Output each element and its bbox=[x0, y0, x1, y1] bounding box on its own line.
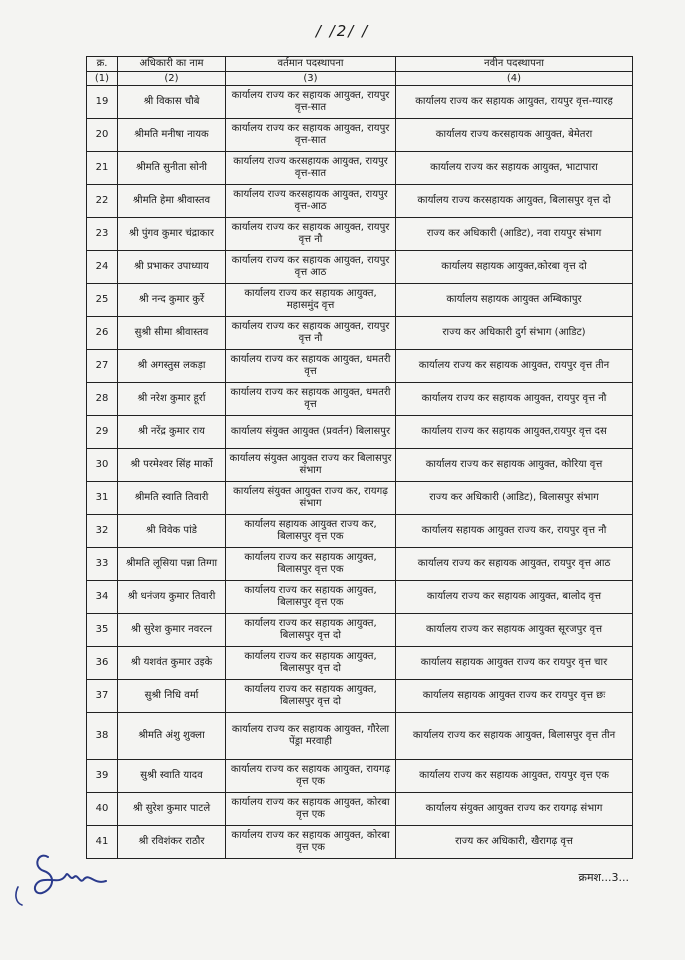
new-posting-cell: कार्यालय राज्य कर सहायक आयुक्त, बालोद वृत्त bbox=[396, 581, 633, 614]
column-number-row bbox=[87, 72, 633, 86]
column-number: (1) bbox=[87, 72, 118, 86]
serial-cell: 29 bbox=[87, 416, 118, 449]
table-row bbox=[87, 383, 633, 416]
table-row bbox=[87, 449, 633, 482]
new-posting-cell: कार्यालय राज्य कर सहायक आयुक्त, कोरिया वृत्त bbox=[396, 449, 633, 482]
current-posting-cell: कार्यालय संयुक्त आयुक्त राज्य कर बिलासपुर संभाग bbox=[226, 449, 396, 482]
current-posting-cell: कार्यालय राज्य कर सहायक आयुक्त, धमतरी वृत्त bbox=[226, 383, 396, 416]
officer-name-cell: श्रीमति अंशु शुक्ला bbox=[118, 713, 226, 760]
serial-cell: 21 bbox=[87, 152, 118, 185]
new-posting-cell: कार्यालय राज्य कर सहायक आयुक्त, भाटापारा bbox=[396, 152, 633, 185]
serial-cell: 25 bbox=[87, 284, 118, 317]
current-posting-cell: कार्यालय राज्य कर सहायक आयुक्त, रायपुर वृत्त नौ bbox=[226, 218, 396, 251]
table-row bbox=[87, 548, 633, 581]
serial-cell: 39 bbox=[87, 760, 118, 793]
officer-name-cell: श्री रविशंकर राठौर bbox=[118, 826, 226, 859]
serial-cell: 38 bbox=[87, 713, 118, 760]
table-row bbox=[87, 515, 633, 548]
current-posting-cell: कार्यालय राज्य कर सहायक आयुक्त, रायगढ़ वृत्त एक bbox=[226, 760, 396, 793]
new-posting-cell: कार्यालय राज्य कर सहायक आयुक्त, रायपुर वृत्त एक bbox=[396, 760, 633, 793]
page-number: / /2/ / bbox=[315, 22, 370, 40]
table-row bbox=[87, 760, 633, 793]
officer-name-cell: श्री प्रभाकर उपाध्याय bbox=[118, 251, 226, 284]
table-row bbox=[87, 317, 633, 350]
current-posting-cell: कार्यालय राज्य कर सहायक आयुक्त, कोरबा वृत्त एक bbox=[226, 793, 396, 826]
header-serial: क्र. bbox=[87, 57, 118, 72]
officer-name-cell: श्री यशवंत कुमार उइके bbox=[118, 647, 226, 680]
table-row bbox=[87, 680, 633, 713]
serial-cell: 31 bbox=[87, 482, 118, 515]
table-row bbox=[87, 416, 633, 449]
continued-note: क्रमश...3... bbox=[578, 871, 629, 884]
current-posting-cell: कार्यालय राज्य करसहायक आयुक्त, रायपुर वृत्त-सात bbox=[226, 152, 396, 185]
table-row bbox=[87, 218, 633, 251]
officer-name-cell: सुश्री सीमा श्रीवास्तव bbox=[118, 317, 226, 350]
new-posting-cell: कार्यालय सहायक आयुक्त राज्य कर, रायपुर वृत्त नौ bbox=[396, 515, 633, 548]
officer-name-cell: श्री नन्द कुमार कुर्रे bbox=[118, 284, 226, 317]
table-row bbox=[87, 284, 633, 317]
serial-cell: 20 bbox=[87, 119, 118, 152]
table-row bbox=[87, 581, 633, 614]
serial-cell: 41 bbox=[87, 826, 118, 859]
current-posting-cell: कार्यालय राज्य कर सहायक आयुक्त, बिलासपुर वृत्त एक bbox=[226, 548, 396, 581]
new-posting-cell: कार्यालय सहायक आयुक्त राज्य कर रायपुर वृत्त चार bbox=[396, 647, 633, 680]
column-number: (3) bbox=[226, 72, 396, 86]
current-posting-cell: कार्यालय राज्य कर सहायक आयुक्त, धमतरी वृत्त bbox=[226, 350, 396, 383]
table-row bbox=[87, 185, 633, 218]
current-posting-cell: कार्यालय राज्य कर सहायक आयुक्त, रायपुर वृत्त-सात bbox=[226, 86, 396, 119]
header-row bbox=[87, 57, 633, 72]
new-posting-cell: कार्यालय राज्य कर सहायक आयुक्त,रायपुर वृत्त दस bbox=[396, 416, 633, 449]
new-posting-cell: कार्यालय राज्य करसहायक आयुक्त, बेमेतरा bbox=[396, 119, 633, 152]
serial-cell: 35 bbox=[87, 614, 118, 647]
new-posting-cell: कार्यालय राज्य करसहायक आयुक्त, बिलासपुर वृत्त दो bbox=[396, 185, 633, 218]
current-posting-cell: कार्यालय राज्य कर सहायक आयुक्त, बिलासपुर वृत्त दो bbox=[226, 647, 396, 680]
serial-cell: 26 bbox=[87, 317, 118, 350]
serial-cell: 34 bbox=[87, 581, 118, 614]
current-posting-cell: कार्यालय राज्य कर सहायक आयुक्त, महासमुंद वृत्त bbox=[226, 284, 396, 317]
new-posting-cell: राज्य कर अधिकारी (आडिट), बिलासपुर संभाग bbox=[396, 482, 633, 515]
officer-name-cell: श्री विकास चौबे bbox=[118, 86, 226, 119]
new-posting-cell: कार्यालय राज्य कर सहायक आयुक्त, रायपुर वृत्त तीन bbox=[396, 350, 633, 383]
table-row bbox=[87, 713, 633, 760]
officer-name-cell: श्री सुरेश कुमार नवरत्न bbox=[118, 614, 226, 647]
current-posting-cell: कार्यालय राज्य कर सहायक आयुक्त, रायपुर वृत्त आठ bbox=[226, 251, 396, 284]
serial-cell: 22 bbox=[87, 185, 118, 218]
current-posting-cell: कार्यालय राज्य कर सहायक आयुक्त, बिलासपुर वृत्त दो bbox=[226, 614, 396, 647]
current-posting-cell: कार्यालय सहायक आयुक्त राज्य कर, बिलासपुर वृत्त एक bbox=[226, 515, 396, 548]
new-posting-cell: राज्य कर अधिकारी (आडिट), नवा रायपुर संभाग bbox=[396, 218, 633, 251]
transfer-table bbox=[86, 56, 633, 859]
officer-name-cell: श्री परमेश्वर सिंह मार्को bbox=[118, 449, 226, 482]
officer-name-cell: सुश्री स्वाति यादव bbox=[118, 760, 226, 793]
officer-name-cell: श्रीमति हेमा श्रीवास्तव bbox=[118, 185, 226, 218]
table-row bbox=[87, 86, 633, 119]
new-posting-cell: कार्यालय राज्य कर सहायक आयुक्त, रायपुर वृत्त नौ bbox=[396, 383, 633, 416]
table-row bbox=[87, 251, 633, 284]
officer-name-cell: श्री धनंजय कुमार तिवारी bbox=[118, 581, 226, 614]
officer-name-cell: श्री अगस्तुस लकड़ा bbox=[118, 350, 226, 383]
table-body bbox=[87, 86, 633, 859]
serial-cell: 32 bbox=[87, 515, 118, 548]
serial-cell: 24 bbox=[87, 251, 118, 284]
signature-image bbox=[10, 845, 120, 915]
current-posting-cell: कार्यालय संयुक्त आयुक्त (प्रवर्तन) बिलासपुर bbox=[226, 416, 396, 449]
header-officer-name: अधिकारी का नाम bbox=[118, 57, 226, 72]
table-row bbox=[87, 152, 633, 185]
serial-cell: 28 bbox=[87, 383, 118, 416]
new-posting-cell: कार्यालय राज्य कर सहायक आयुक्त, रायपुर वृत्त आठ bbox=[396, 548, 633, 581]
current-posting-cell: कार्यालय राज्य कर सहायक आयुक्त, कोरबा वृत्त एक bbox=[226, 826, 396, 859]
new-posting-cell: कार्यालय राज्य कर सहायक आयुक्त, बिलासपुर वृत्त तीन bbox=[396, 713, 633, 760]
officer-name-cell: श्री नरेंद्र कुमार राय bbox=[118, 416, 226, 449]
current-posting-cell: कार्यालय राज्य कर सहायक आयुक्त, रायपुर वृत्त-सात bbox=[226, 119, 396, 152]
header-new-posting: नवीन पदस्थापना bbox=[396, 57, 633, 72]
column-number: (2) bbox=[118, 72, 226, 86]
serial-cell: 37 bbox=[87, 680, 118, 713]
new-posting-cell: कार्यालय सहायक आयुक्त अम्बिकापुर bbox=[396, 284, 633, 317]
officer-name-cell: श्रीमति लूसिया पन्ना तिग्गा bbox=[118, 548, 226, 581]
serial-cell: 33 bbox=[87, 548, 118, 581]
serial-cell: 36 bbox=[87, 647, 118, 680]
officer-name-cell: श्री सुरेश कुमार पाटले bbox=[118, 793, 226, 826]
table-row bbox=[87, 119, 633, 152]
current-posting-cell: कार्यालय राज्य करसहायक आयुक्त, रायपुर वृत्त-आठ bbox=[226, 185, 396, 218]
new-posting-cell: कार्यालय सहायक आयुक्त राज्य कर रायपुर वृत्त छः bbox=[396, 680, 633, 713]
serial-cell: 30 bbox=[87, 449, 118, 482]
new-posting-cell: कार्यालय संयुक्त आयुक्त राज्य कर रायगढ़ संभाग bbox=[396, 793, 633, 826]
serial-cell: 27 bbox=[87, 350, 118, 383]
header-current-posting: वर्तमान पदस्थापना bbox=[226, 57, 396, 72]
new-posting-cell: राज्य कर अधिकारी, खैरागढ़ वृत्त bbox=[396, 826, 633, 859]
column-number: (4) bbox=[396, 72, 633, 86]
officer-name-cell: सुश्री निधि वर्मा bbox=[118, 680, 226, 713]
serial-cell: 40 bbox=[87, 793, 118, 826]
serial-cell: 19 bbox=[87, 86, 118, 119]
new-posting-cell: कार्यालय राज्य कर सहायक आयुक्त, रायपुर वृत्त-ग्यारह bbox=[396, 86, 633, 119]
current-posting-cell: कार्यालय राज्य कर सहायक आयुक्त, बिलासपुर वृत्त दो bbox=[226, 680, 396, 713]
table-row bbox=[87, 350, 633, 383]
current-posting-cell: कार्यालय संयुक्त आयुक्त राज्य कर, रायगढ़ संभाग bbox=[226, 482, 396, 515]
officer-name-cell: श्री नरेश कुमार हूर्रा bbox=[118, 383, 226, 416]
table-row bbox=[87, 826, 633, 859]
officer-name-cell: श्रीमति मनीषा नायक bbox=[118, 119, 226, 152]
officer-name-cell: श्री पुंगव कुमार चंद्राकार bbox=[118, 218, 226, 251]
serial-cell: 23 bbox=[87, 218, 118, 251]
table-row bbox=[87, 793, 633, 826]
current-posting-cell: कार्यालय राज्य कर सहायक आयुक्त, रायपुर वृत्त नौ bbox=[226, 317, 396, 350]
table-row bbox=[87, 614, 633, 647]
new-posting-cell: कार्यालय राज्य कर सहायक आयुक्त सूरजपुर वृत्त bbox=[396, 614, 633, 647]
table-row bbox=[87, 647, 633, 680]
officer-name-cell: श्रीमति सुनीता सोनी bbox=[118, 152, 226, 185]
table-row bbox=[87, 482, 633, 515]
current-posting-cell: कार्यालय राज्य कर सहायक आयुक्त, गौरेला पेंड्रा मरवाही bbox=[226, 713, 396, 760]
current-posting-cell: कार्यालय राज्य कर सहायक आयुक्त, बिलासपुर वृत्त एक bbox=[226, 581, 396, 614]
new-posting-cell: कार्यालय सहायक आयुक्त,कोरबा वृत्त दो bbox=[396, 251, 633, 284]
officer-name-cell: श्री विवेक पांडे bbox=[118, 515, 226, 548]
officer-name-cell: श्रीमति स्वाति तिवारी bbox=[118, 482, 226, 515]
new-posting-cell: राज्य कर अधिकारी दुर्ग संभाग (आडिट) bbox=[396, 317, 633, 350]
